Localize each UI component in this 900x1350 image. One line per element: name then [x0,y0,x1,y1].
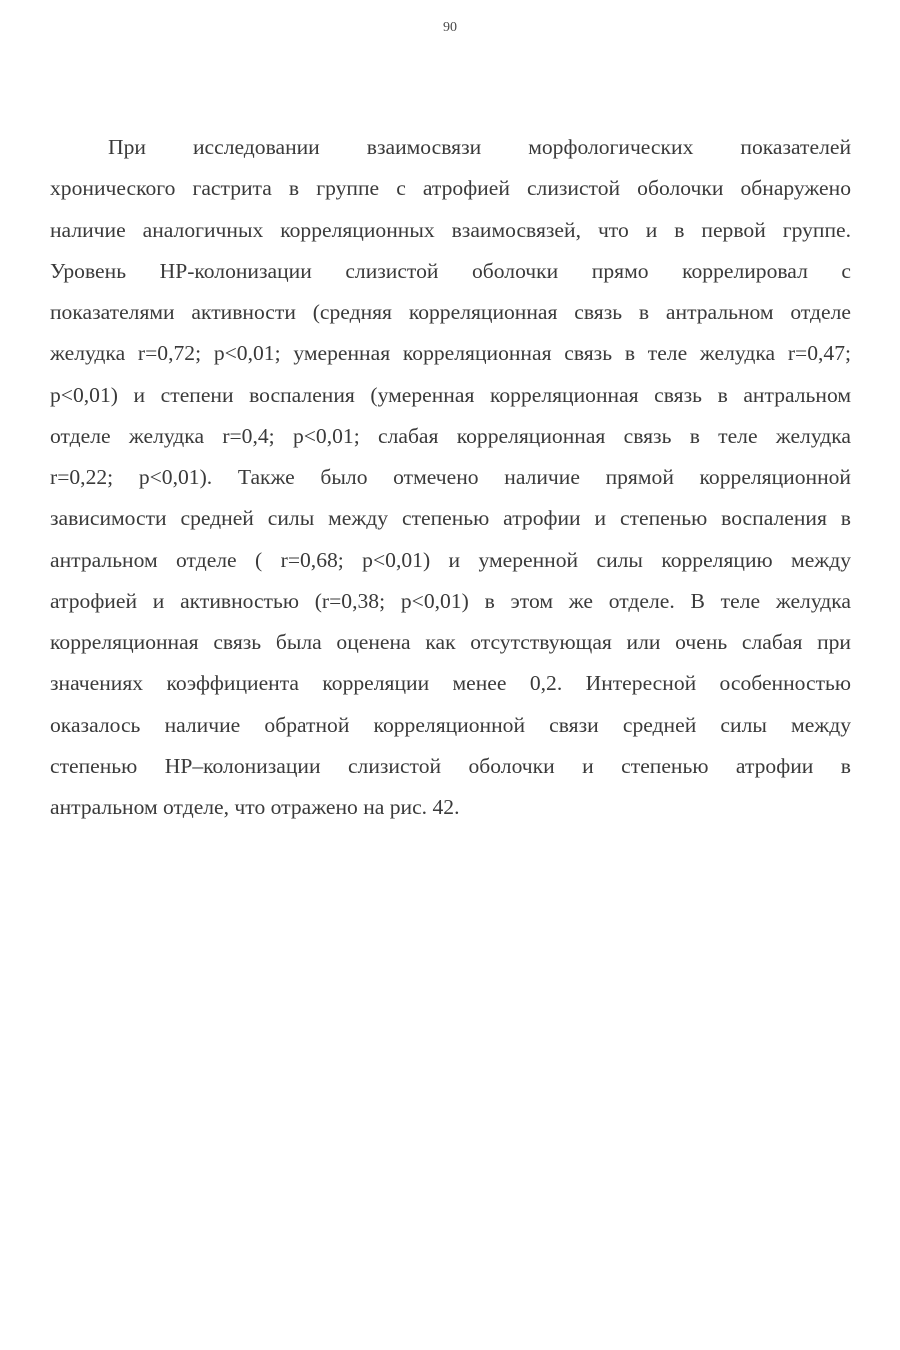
body-paragraph [50,127,851,828]
paragraph-line: значениях коэффициента корреляции менее 0,2. Интересной особенностью [50,671,851,696]
paragraph-line: отделе желудка r=0,4; p<0,01; слабая корреляционная связь в теле желудка [50,423,851,448]
paragraph-line: зависимости средней силы между степенью атрофии и степенью воспаления в [50,506,851,531]
paragraph-line: желудка r=0,72; p<0,01; умеренная корреляционная связь в теле желудка r=0,47; [50,341,851,366]
paragraph-line: Уровень НР-колонизации слизистой оболочки прямо коррелировал с [50,258,851,283]
paragraph-line: r=0,22; p<0,01). Также было отмечено наличие прямой корреляционной [50,465,851,489]
paragraph-line: p<0,01) и степени воспаления (умеренная корреляционная связь в антральном [50,382,851,407]
paragraph-line: антральном отделе, что отражено на рис. 42. [50,795,460,819]
paragraph-line: наличие аналогичных корреляционных взаимосвязей, что и в первой группе. [50,217,851,242]
paragraph-line: При исследовании взаимосвязи морфологических показателей [108,135,851,159]
paragraph-line: хронического гастрита в группе с атрофией слизистой оболочки обнаружено [50,176,851,201]
page-number: 90 [443,20,457,35]
paragraph-line: показателями активности (средняя корреляционная связь в антральном отделе [50,300,851,324]
paragraph-line: атрофией и активностью (r=0,38; p<0,01) в этом же отделе. В теле желудка [50,588,851,613]
paragraph-line: оказалось наличие обратной корреляционной связи средней силы между [50,712,851,737]
paragraph-line: корреляционная связь была оценена как отсутствующая или очень слабая при [50,630,851,654]
paragraph-line: степенью НР–колонизации слизистой оболочки и степенью атрофии в [50,753,851,778]
paragraph-line: антральном отделе ( r=0,68; p<0,01) и умеренной силы корреляцию между [50,547,851,572]
